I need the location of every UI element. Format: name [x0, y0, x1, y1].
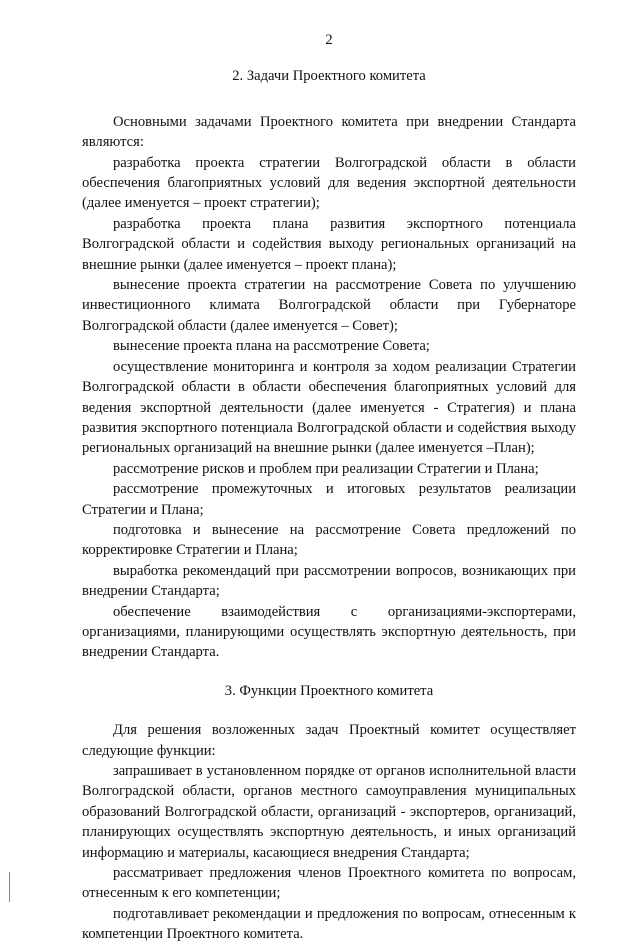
- section-2-paragraph: разработка проекта плана развития экспортного потенциала Волгоградской области и содействия выходу региональных организаций на внешние рынки (далее именуется – проект плана);: [82, 215, 576, 273]
- section-3-paragraph: рассматривает предложения членов Проектного комитета по вопросам, отнесенным к его компетенции;: [82, 865, 576, 902]
- section-2-paragraph: подготовка и вынесение на рассмотрение Совета предложений по корректировке Стратегии и Плана;: [82, 521, 576, 559]
- section-2-paragraph: вынесение проекта плана на рассмотрение Совета;: [113, 338, 430, 355]
- section-2-paragraph: рассмотрение промежуточных и итоговых результатов реализации Стратегии и Плана;: [82, 481, 576, 518]
- section-3-paragraph: запрашивает в установленном порядке от органов исполнительной власти Волгоградской области, органов местного самоуправления муниципальных образований Волгоградской области, организаций - экспортеров, организаций, планирующих осуществлять экспортную деятельность, и иных организаций информацию и материалы, касающиеся внедрения Стандарта;: [82, 763, 576, 861]
- section-2-paragraph: выработка рекомендаций при рассмотрении вопросов, возникающих при внедрении Стандарта;: [82, 562, 576, 600]
- section-3-paragraph: подготавливает рекомендации и предложения по вопросам, отнесенным к компетенции Проектного комитета.: [82, 905, 576, 943]
- section-2-paragraph: Основными задачами Проектного комитета при внедрении Стандарта являются:: [82, 113, 576, 151]
- scan-edge-mark: [9, 872, 10, 902]
- document-page: [82, 30, 576, 945]
- section-2-paragraph: разработка проекта стратегии Волгоградской области в области обеспечения благоприятных условий для ведения экспортной деятельности (далее именуется – проект стратегии);: [82, 154, 576, 212]
- section-2-paragraph: осуществление мониторинга и контроля за ходом реализации Стратегии Волгоградской области в области обеспечения благоприятных условий для ведения экспортной деятельности (далее именуется - Стратегия) и плана развития экспортного потенциала Волгоградской области и содействия выходу региональных организаций на внешние рынки (далее именуется –План);: [82, 358, 576, 457]
- section-3-body: [82, 720, 576, 944]
- section-2-title: 2. Задачи Проектного комитета: [232, 68, 426, 85]
- section-2-body: [82, 112, 576, 663]
- section-2-paragraph: обеспечение взаимодействия с организациями-экспортерами, организациями, планирующими осуществлять экспортную деятельность, при внедрении Стандарта.: [82, 603, 576, 661]
- section-2-paragraph: рассмотрение рисков и проблем при реализации Стратегии и Плана;: [113, 460, 539, 477]
- section-3-paragraph: Для решения возложенных задач Проектный комитет осуществляет следующие функции:: [82, 722, 576, 759]
- section-2-paragraph: вынесение проекта стратегии на рассмотрение Совета по улучшению инвестиционного климата Волгоградской области при Губернаторе Волгоградской области (далее именуется – Совет);: [82, 277, 576, 334]
- page-number: 2: [325, 32, 333, 48]
- section-3-title: 3. Функции Проектного комитета: [224, 682, 434, 699]
- section-spacer: [82, 663, 576, 681]
